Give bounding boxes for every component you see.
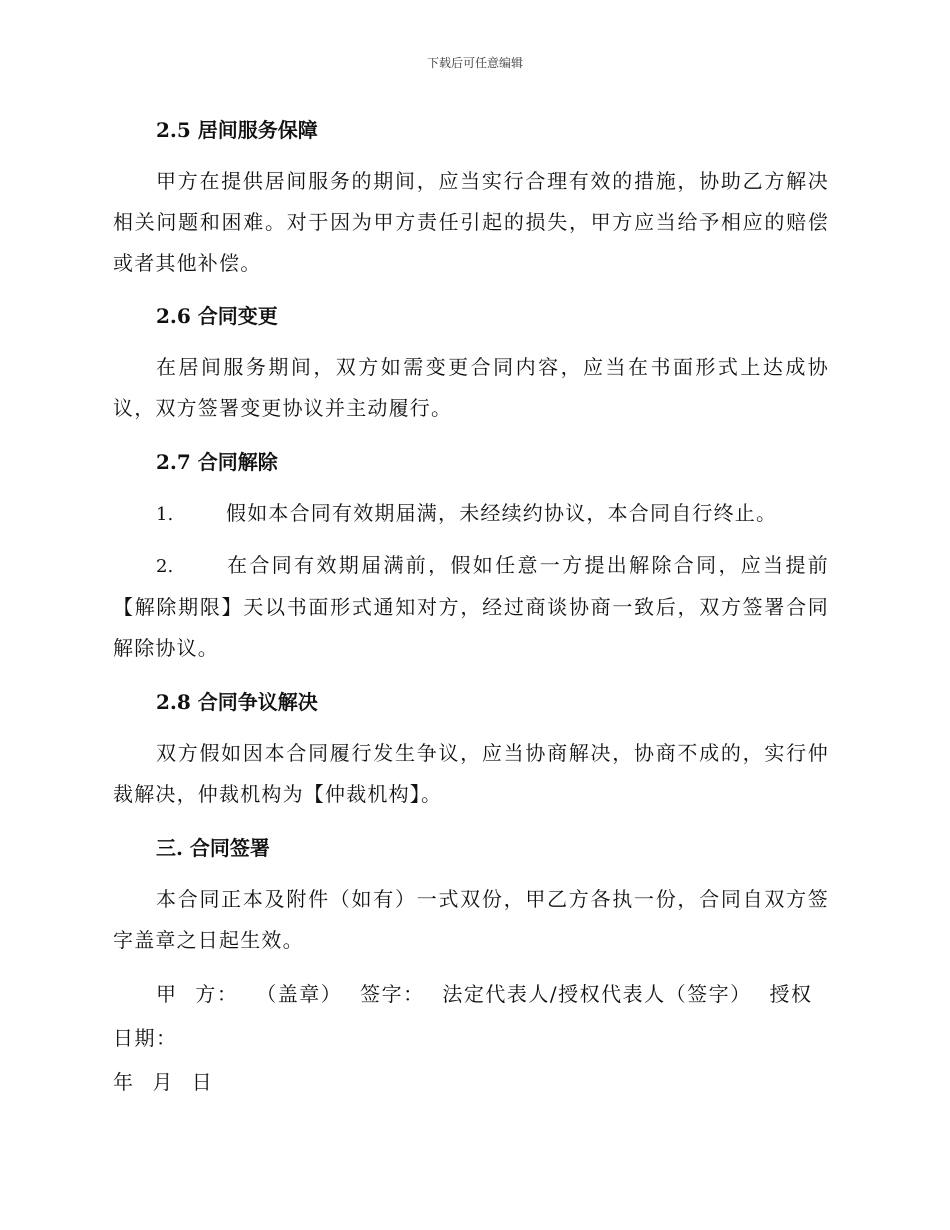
list-item-2 (113, 545, 829, 669)
section-3-title: 三. 合同签署 (156, 836, 270, 860)
signature-date-line: 年 月 日 (113, 1070, 214, 1094)
list-item-text: 在合同有效期届满前，假如任意一方提出解除合同，应当提前【解除期限】天以书面形式通知对方，经过商谈协商一致后，双方签署合同解除协议。 (113, 553, 829, 660)
section-2-7-title: 2.7 合同解除 (156, 450, 278, 474)
list-item-1 (113, 493, 829, 535)
list-item-number: 2. (156, 556, 174, 577)
section-2-5-body: 甲方在提供居间服务的期间，应当实行合理有效的措施，协助乙方解决相关问题和困难。对于因为甲方责任引起的损失，甲方应当给予相应的赔偿或者其他补偿。 (113, 169, 829, 275)
signature-line: 甲 方： （盖章） 签字： 法定代表人/授权代表人（签字） 授权日期： (113, 982, 813, 1050)
section-2-6-title: 2.6 合同变更 (156, 304, 278, 328)
list-item-text: 假如本合同有效期届满，未经续约协议，本合同自行终止。 (226, 501, 778, 525)
section-2-8-title: 2.8 合同争议解决 (156, 690, 318, 714)
section-2-8-body: 双方假如因本合同履行发生争议，应当协商解决，协商不成的，实行仲裁解决，仲裁机构为【仲裁机构】。 (113, 741, 829, 806)
section-2-5-title: 2.5 居间服务保障 (156, 118, 318, 142)
section-2-6-body: 在居间服务期间，双方如需变更合同内容，应当在书面形式上达成协议，双方签署变更协议并主动履行。 (113, 355, 829, 420)
page-header-note: 下载后可任意编辑 (426, 56, 523, 70)
section-3-body: 本合同正本及附件（如有）一式双份，甲乙方各执一份，合同自双方签字盖章之日起生效。 (113, 887, 829, 952)
list-item-number: 1. (156, 504, 174, 525)
signature-block (113, 972, 829, 1104)
